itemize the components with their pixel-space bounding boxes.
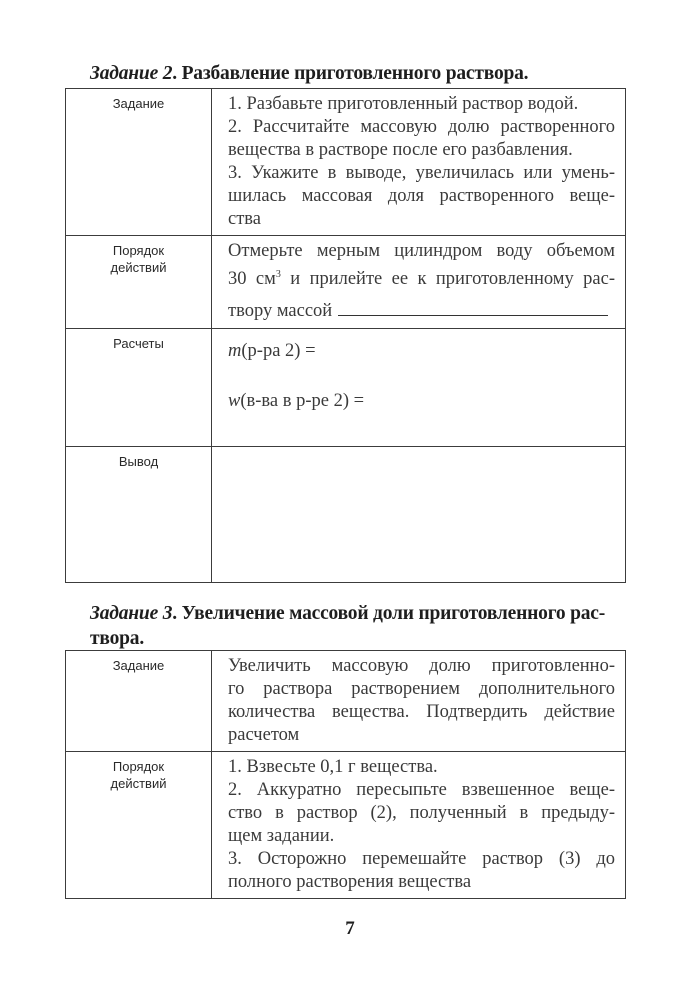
formula-text: (р-ра 2) = bbox=[241, 341, 316, 361]
task2-task-line: ства bbox=[228, 209, 261, 229]
task2-heading-number: Задание 2 bbox=[90, 63, 173, 84]
task2-heading bbox=[90, 61, 630, 86]
task2-calculations-content[interactable] bbox=[212, 329, 626, 447]
mass-fill-in-blank[interactable] bbox=[338, 315, 608, 316]
task2-procedure-label bbox=[66, 236, 212, 329]
label-line: Порядок bbox=[112, 759, 165, 774]
task2-task-line: 3. Укажите в выводе, увеличилась или умень- bbox=[228, 163, 615, 183]
procedure-text: твору массой bbox=[228, 301, 333, 322]
task3-table bbox=[65, 650, 626, 899]
task3-procedure-content bbox=[212, 752, 626, 899]
procedure-line: 2. Аккуратно пересыпьте взвешенное веще- bbox=[228, 780, 615, 800]
procedure-line bbox=[228, 300, 615, 323]
task3-heading-title: . Увеличение массовой доли приготовленного рас- bbox=[172, 603, 606, 624]
task3-task-line: Увеличить массовую долю приготовленно- bbox=[228, 656, 615, 676]
task3-task-line: го раствора растворением дополнительного bbox=[228, 679, 615, 699]
procedure-line: 3. Осторожно перемешайте раствор (3) до bbox=[228, 849, 615, 869]
task3-task-line: количества вещества. Подтвердить действие bbox=[228, 702, 615, 722]
task3-procedure-label bbox=[66, 752, 212, 899]
task2-row-procedure bbox=[66, 236, 626, 329]
task2-task-label: Задание bbox=[66, 89, 212, 236]
formula-text: (в-ва в р-ре 2) = bbox=[240, 391, 365, 411]
page-number: 7 bbox=[345, 918, 355, 939]
task3-heading bbox=[90, 601, 630, 651]
task2-procedure-content bbox=[212, 236, 626, 329]
formula-mass-fraction bbox=[228, 390, 615, 413]
label-line: Порядок bbox=[112, 243, 165, 258]
cube-superscript: 3 bbox=[275, 269, 281, 280]
task3-heading-number: Задание 3 bbox=[90, 603, 173, 624]
task2-conclusion-answer-area[interactable] bbox=[212, 447, 626, 583]
procedure-text: и прилейте ее к приготовленному рас- bbox=[280, 269, 616, 290]
task3-task-line: расчетом bbox=[228, 725, 300, 745]
task2-calculations-label: Расчеты bbox=[66, 329, 212, 447]
task3-task-label: Задание bbox=[66, 651, 212, 752]
label-line: действий bbox=[110, 260, 167, 275]
task2-conclusion-label: Вывод bbox=[66, 447, 212, 583]
task2-task-line: 1. Разбавьте приготовленный раствор водой. bbox=[228, 94, 579, 114]
task2-table bbox=[65, 88, 626, 583]
procedure-line: щем задании. bbox=[228, 826, 335, 846]
formula-solution-mass bbox=[228, 340, 615, 363]
volume-value: 30 см bbox=[228, 269, 276, 290]
task3-row-task bbox=[66, 651, 626, 752]
procedure-line: Отмерьте мерным цилиндром воду объемом bbox=[228, 241, 615, 261]
task2-row-calculations bbox=[66, 329, 626, 447]
procedure-line: 1. Взвесьте 0,1 г вещества. bbox=[228, 757, 438, 777]
task3-row-procedure bbox=[66, 752, 626, 899]
label-line: действий bbox=[110, 776, 167, 791]
task2-row-task bbox=[66, 89, 626, 236]
task3-heading-title-cont: твора. bbox=[90, 628, 144, 649]
task2-task-line: 2. Рассчитайте массовую долю растворенного bbox=[228, 117, 615, 137]
formula-variable: m bbox=[228, 341, 242, 361]
task2-task-line: вещества в растворе после его разбавления. bbox=[228, 140, 573, 160]
task2-task-content bbox=[212, 89, 626, 236]
procedure-line: полного растворения вещества bbox=[228, 872, 472, 892]
task2-row-conclusion bbox=[66, 447, 626, 583]
task2-heading-title: . Разбавление приготовленного раствора. bbox=[172, 63, 529, 84]
procedure-line: ство в раствор (2), полученный в предыду- bbox=[228, 803, 615, 823]
task2-task-line: шилась массовая доля растворенного веще- bbox=[228, 186, 615, 206]
procedure-line bbox=[228, 263, 615, 291]
formula-variable: w bbox=[228, 391, 241, 411]
task3-task-content bbox=[212, 651, 626, 752]
